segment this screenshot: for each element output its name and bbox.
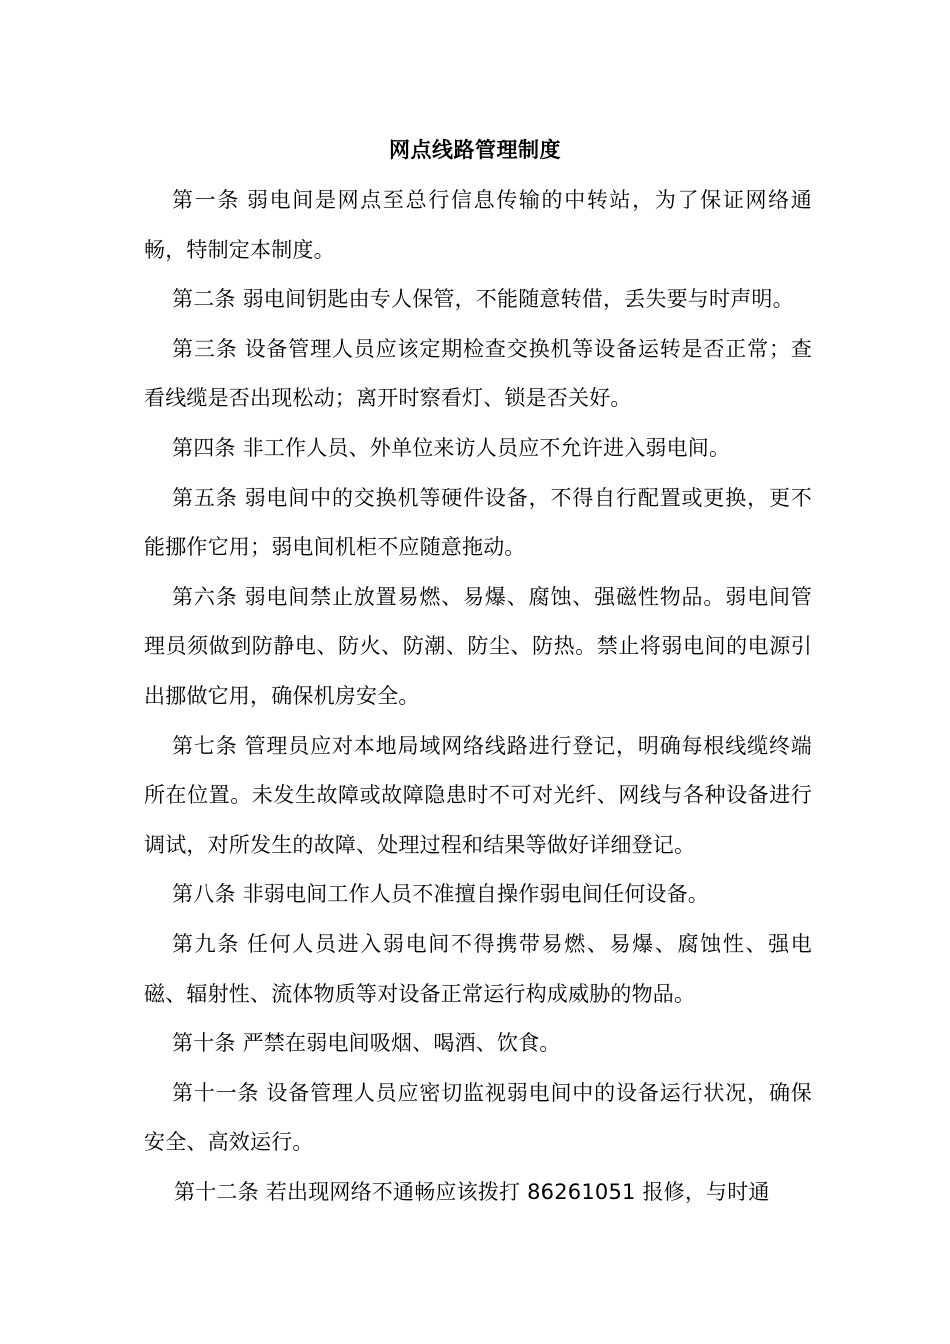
article-1 [144, 176, 812, 275]
article-text: 设备管理人员应该定期检查交换机等设备运转是否正常；查看线缆是否出现松动；离开时察看灯、锁是否关好。 [144, 336, 812, 411]
article-text: 严禁在弱电间吸烟、喝酒、饮食。 [242, 1031, 561, 1056]
article-number: 第二条 [172, 287, 236, 312]
article-text: 设备管理人员应密切监视弱电间中的设备运行状况，确保安全、高效运行。 [144, 1080, 812, 1155]
article-2 [144, 275, 812, 325]
article-number: 第一条 [172, 188, 240, 212]
article-text: 弱电间钥匙由专人保管，不能随意转借，丢失要与时声明。 [242, 287, 794, 312]
article-text: 若出现网络不通畅应该拨打 86261051 报修，与时通 [265, 1179, 770, 1204]
article-number: 第八条 [172, 882, 236, 907]
article-text: 弱电间是网点至总行信息传输的中转站，为了保证网络通畅，特制定本制度。 [144, 188, 812, 262]
article-number: 第九条 [172, 931, 240, 956]
article-10 [144, 1019, 812, 1069]
article-text: 非弱电间工作人员不准擅自操作弱电间任何设备。 [242, 882, 710, 907]
document-title: 网点线路管理制度 [389, 138, 561, 162]
article-text: 管理员应对本地局域网络线路进行登记，明确每根线缆终端所在位置。未发生故障或故障隐患时不可对光纤、网线与各种设备进行调试，对所发生的故障、处理过程和结果等做好详细登记。 [144, 733, 812, 857]
article-number: 第十二条 [174, 1179, 259, 1204]
article-12 [144, 1168, 812, 1218]
article-9 [144, 920, 812, 1019]
article-4 [144, 424, 812, 474]
article-7 [144, 722, 812, 871]
article-8 [144, 870, 812, 920]
article-number: 第五条 [172, 485, 238, 510]
article-number: 第三条 [172, 336, 238, 361]
article-number: 第十条 [172, 1031, 236, 1056]
article-3 [144, 325, 812, 424]
article-text: 弱电间禁止放置易燃、易爆、腐蚀、强磁性物品。弱电间管理员须做到防静电、防火、防潮、防尘、防热。禁止将弱电间的电源引出挪做它用，确保机房安全。 [144, 584, 812, 708]
article-number: 第十一条 [172, 1080, 260, 1105]
article-number: 第六条 [172, 584, 238, 609]
article-11 [144, 1069, 812, 1168]
article-text: 弱电间中的交换机等硬件设备，不得自行配置或更换，更不能挪作它用；弱电间机柜不应随意拖动。 [144, 485, 812, 560]
article-text: 非工作人员、外单位来访人员应不允许进入弱电间。 [242, 435, 731, 460]
article-5 [144, 474, 812, 573]
article-number: 第七条 [172, 733, 238, 758]
article-text: 任何人员进入弱电间不得携带易燃、易爆、腐蚀性、强电磁、辐射性、流体物质等对设备正常运行构成威胁的物品。 [144, 931, 812, 1006]
article-6 [144, 573, 812, 722]
article-number: 第四条 [172, 435, 236, 460]
document-body [144, 176, 812, 1217]
